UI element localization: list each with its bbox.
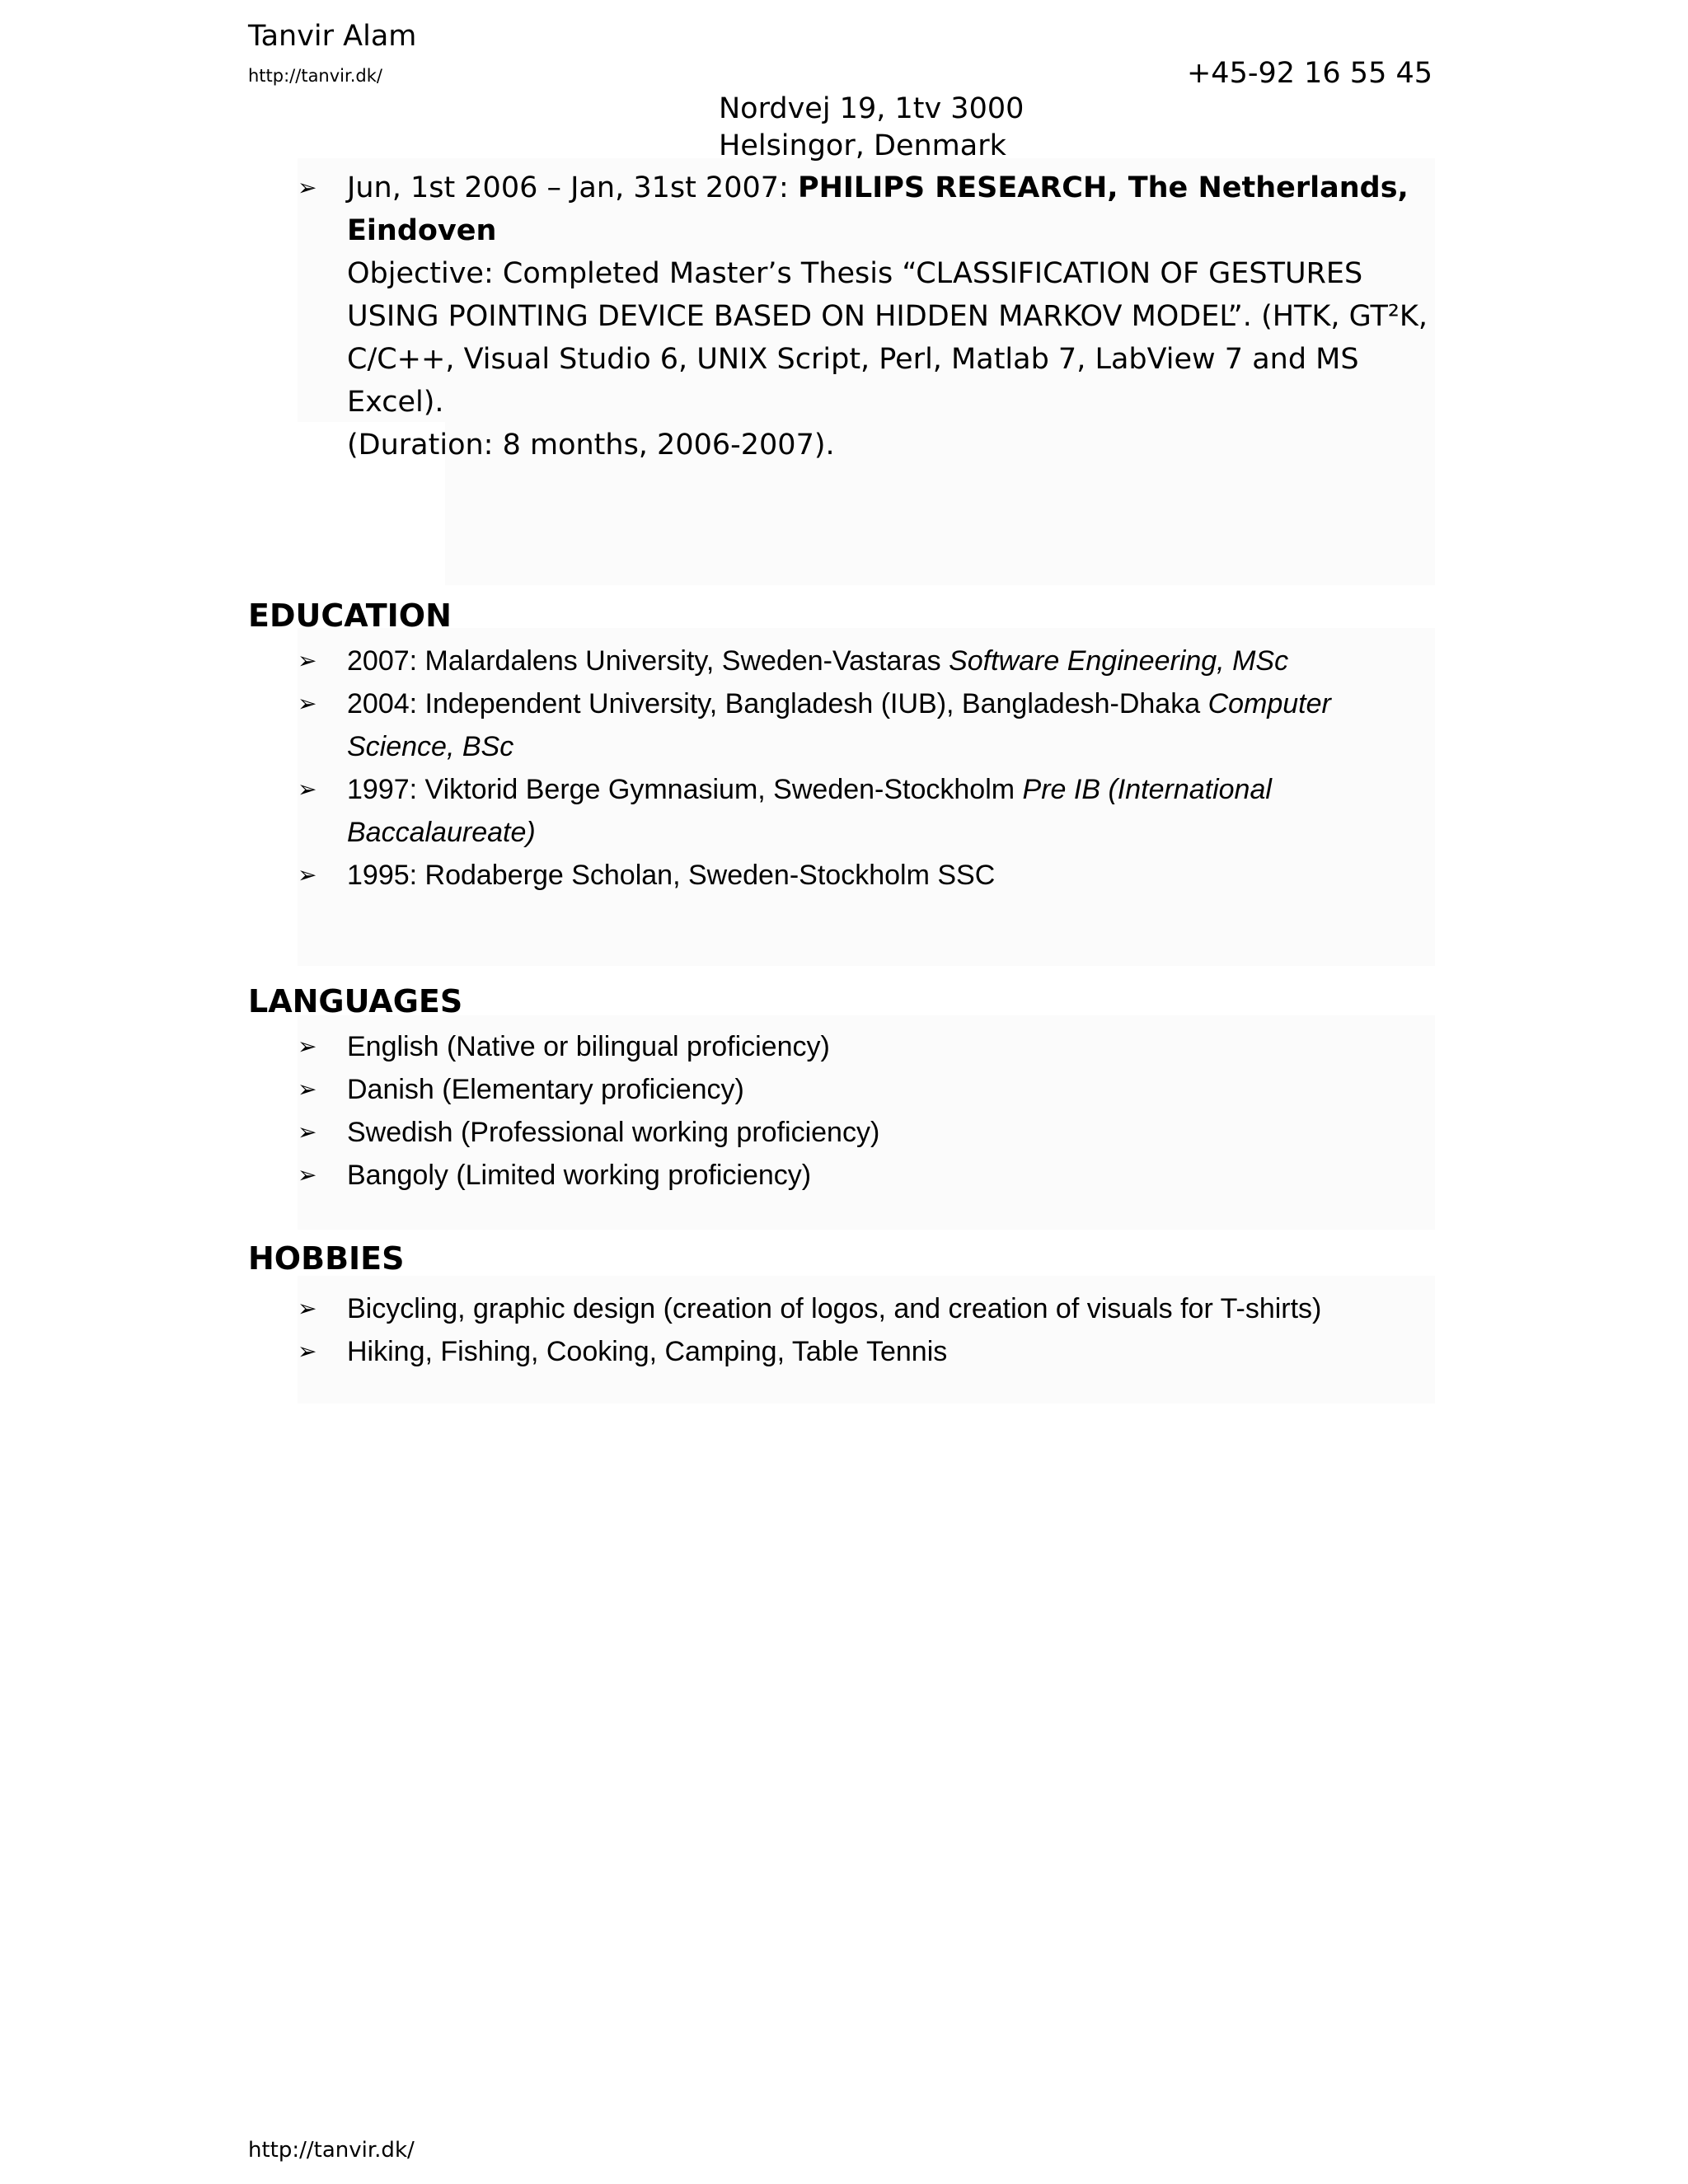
education-list: [298, 640, 1435, 897]
footer-website: http://tanvir.dk/: [248, 2138, 415, 2163]
language-text: Bangoly (Limited working proficiency): [347, 1160, 812, 1191]
address-line-2: Helsingor, Denmark: [719, 129, 1006, 162]
language-text: Swedish (Professional working proficiency): [347, 1117, 880, 1148]
hobby-item: [298, 1330, 1435, 1373]
languages-list: [298, 1025, 1435, 1197]
experience-duration: (Duration: 8 months, 2006-2007).: [347, 429, 835, 462]
language-item: [298, 1025, 1435, 1068]
language-item: [298, 1154, 1435, 1197]
hobbies-list: [298, 1287, 1435, 1373]
education-school: 2004: Independent University, Bangladesh (IUB), Bangladesh-Dhaka: [347, 688, 1208, 719]
language-text: Danish (Elementary proficiency): [347, 1074, 744, 1105]
experience-list: [298, 166, 1435, 466]
language-item: [298, 1111, 1435, 1154]
arrowhead-bullet-icon: ➢: [298, 690, 317, 717]
arrowhead-bullet-icon: ➢: [298, 1118, 317, 1146]
phone-number: +45-92 16 55 45: [1186, 57, 1432, 90]
education-school: 2007: Malardalens University, Sweden-Vastaras: [347, 645, 950, 677]
hobbies-heading: HOBBIES: [248, 1240, 405, 1277]
education-school: 1995: Rodaberge Scholan, Sweden-Stockholm SSC: [347, 860, 996, 891]
experience-objective: Objective: Completed Master’s Thesis “CLASSIFICATION OF GESTURES USING POINTING DEVICE BASED ON HIDDEN MARKOV MODEL”. (HTK, GT²K, C/C++, Visual Studio 6, UNIX Script, Perl, Matlab 7, LabView 7 and MS Excel).: [347, 257, 1428, 419]
experience-company: PHILIPS RESEARCH, The Netherlands, Eindoven: [347, 171, 1409, 247]
education-heading: EDUCATION: [248, 598, 452, 634]
arrowhead-bullet-icon: ➢: [298, 1338, 317, 1365]
arrowhead-bullet-icon: ➢: [298, 1076, 317, 1103]
education-school: 1997: Viktorid Berge Gymnasium, Sweden-Stockholm: [347, 774, 1023, 805]
arrowhead-bullet-icon: ➢: [298, 647, 317, 674]
arrowhead-bullet-icon: ➢: [298, 1295, 317, 1322]
experience-item: [298, 166, 1435, 466]
experience-dates: Jun, 1st 2006 – Jan, 31st 2007:: [347, 171, 798, 204]
languages-heading: LANGUAGES: [248, 983, 463, 1019]
arrowhead-bullet-icon: ➢: [298, 861, 317, 888]
address: [719, 91, 1024, 165]
education-degree: Pre IB (International Baccalaureate): [347, 774, 1272, 848]
candidate-name: Tanvir Alam: [248, 20, 417, 53]
hobby-text: Bicycling, graphic design (creation of logos, and creation of visuals for T-shirts): [347, 1293, 1322, 1324]
arrowhead-bullet-icon: ➢: [298, 1033, 317, 1060]
language-item: [298, 1068, 1435, 1111]
education-item: [298, 768, 1435, 854]
education-item: [298, 640, 1435, 682]
education-degree: Computer Science, BSc: [347, 688, 1331, 762]
header-website: http://tanvir.dk/: [248, 66, 382, 86]
arrowhead-bullet-icon: ➢: [298, 776, 317, 803]
arrowhead-bullet-icon: ➢: [298, 174, 317, 201]
address-line-1: Nordvej 19, 1tv 3000: [719, 92, 1025, 125]
arrowhead-bullet-icon: ➢: [298, 1161, 317, 1188]
education-degree: Software Engineering, MSc: [949, 645, 1289, 677]
language-text: English (Native or bilingual proficiency): [347, 1031, 830, 1062]
hobby-text: Hiking, Fishing, Cooking, Camping, Table Tennis: [347, 1336, 948, 1367]
education-item: [298, 682, 1435, 768]
hobby-item: [298, 1287, 1435, 1330]
education-item: [298, 854, 1435, 897]
